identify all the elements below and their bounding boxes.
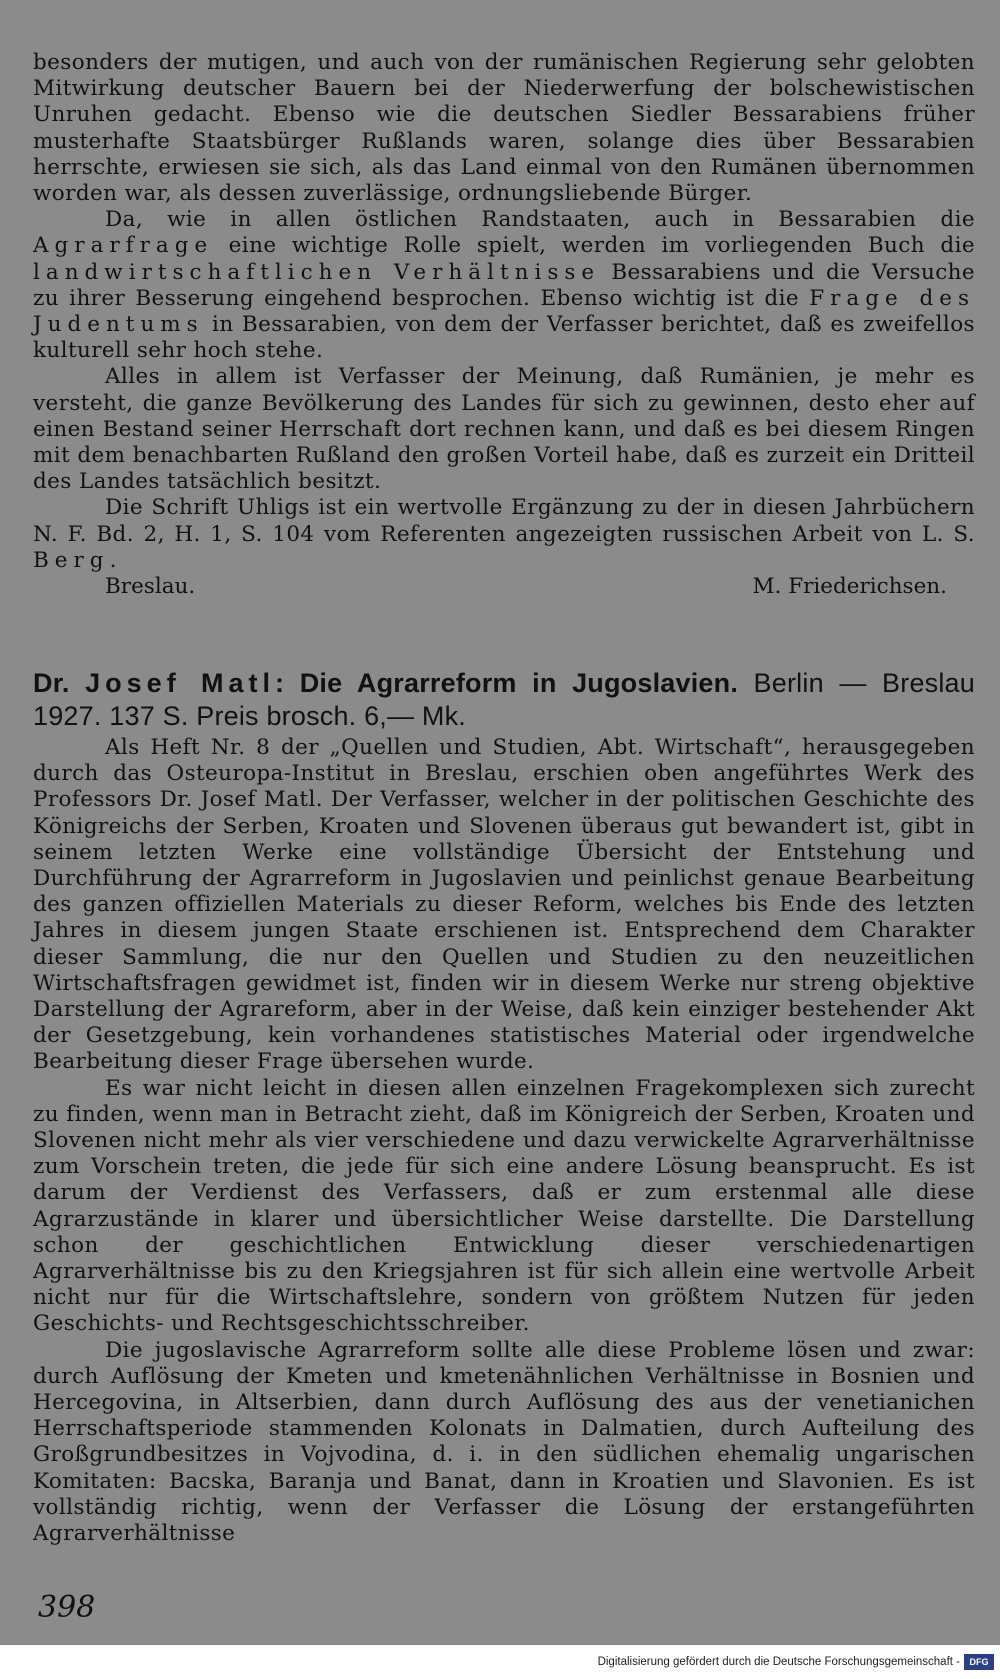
previous-review-continuation [33,50,975,602]
review-publication-info: Berlin — Breslau 1927. 137 S. Preis brosch. 6,— Mk. [33,668,975,731]
paragraph: besonders der mutigen, und auch von der rumänischen Regierung sehr gelobten Mitwirkung deutscher Bauern bei der Niederwerfung der bolschewistischen Unruhen gedacht. Ebenso wie die deutschen Siedler Bessarabiens früher musterhafte Staatsbürger Rußlands waren, solange dies über Bessarabien herrschte, erwiesen sie sich, als das Land einmal von den Rumänen übernommen worden war, als dessen zuverlässige, ordnungsliebende Bürger. [33,50,975,207]
review-title: : Die Agrarreform in Jugoslavien. [275,668,739,698]
review-heading [33,667,975,733]
spaced-emphasis: Frage des Judentums [33,285,975,338]
signature-line [33,574,975,602]
page-number: 398 [38,1590,96,1625]
book-review [33,667,975,1547]
paragraph: Alles in allem ist Verfasser der Meinung, daß Rumänien, je mehr es versteht, die ganze Bevölkerung des Landes für sich zu gewinnen, desto eher auf einen Bestand seiner Herrschaft dort rechnen kann, und daß es bei diesem Ringen mit dem benachbarten Rußland den großen Vorteil habe, daß es zurzeit ein Dritteil des Landes tatsächlich besitzt. [33,364,975,495]
footer-credit: Digitalisierung gefördert durch die Deutsche Forschungsgemeinschaft - [597,1656,960,1668]
spaced-emphasis: landwirtschaftlichen Verhältnisse [33,259,601,285]
spaced-emphasis: Berg [33,547,110,573]
spaced-emphasis: Agrarfrage [33,233,214,259]
paragraph: Als Heft Nr. 8 der „Quellen und Studien, Abt. Wirtschaft“, herausgegeben durch das Osteuropa-Institut in Breslau, erschien oben angeführtes Werk des Professors Dr. Josef Matl. Der Verfasser, welcher in der politischen Geschichte des Königreichs der Serben, Kroaten und Slovenen überaus gut bewandert ist, gibt in seinem letzten Werke eine vollständige Übersicht der Entstehung und Durchführung der Agrarreform in Jugoslavien und peinlichst genaue Bearbeitung des ganzen offiziellen Materials zu dieser Reform, welches bis Ende des letzten Jahres in diesem jungen Staate erschienen ist. Entsprechend dem Charakter dieser Sammlung, die nur den Quellen und Studien zu den neuzeitlichen Wirtschaftsfragen gewidmet ist, finden wir in diesem Werke nur streng objektive Darstellung der Agrareform, aber in der Weise, daß kein einziger bestehender Akt der Gesetzgebung, kein vorhandenes statistisches Material oder irgendwelche Bearbeitung dieser Frage übersehen wurde. [33,735,975,1075]
paragraph: Die jugoslavische Agrarreform sollte alle diese Probleme lösen und zwar: durch Auflösung der Kmeten und kmetenähnlichen Verhältnisse in Bosnien und Hercegovina, in Altserbien, dann durch Auflösung des aus der venetianichen Herrschaftsperiode stammenden Kolonats in Dalmatien, durch Aufteilung des Großgrundbesitzes in Vojvodina, d. i. in den südlichen ehemalig ungarischen Komitaten: Bacska, Baranja und Banat, dann in Kroatien und Slavonien. Es ist vollständig richtig, wenn der Verfasser die Lösung der erstangeführten Agrarverhältnisse [33,1337,975,1547]
signature-name: M. Friederichsen. [752,574,947,600]
paragraph: Es war nicht leicht in diesen allen einzelnen Fragekomplexen sich zurecht zu finden, wenn man in Betracht zieht, daß im Königreich der Serben, Kroaten und Slovenen nicht mehr als vier verschiedene und dazu verwickelte Agrarverhältnisse zum Vorschein treten, die jede für sich eine andere Lösung beansprucht. Es ist darum der Verdienst des Verfassers, daß er zum erstenmal alle diese Agrarzustände in klarer und übersichtlicher Weise darstellte. Die Darstellung schon der geschichtlichen Entwicklung dieser verschiedenartigen Agrarverhältnisse bis zu den Kriegsjahren ist für sich allein eine wertvolle Arbeit nicht nur für die Wirtschaftslehre, sondern von größtem Nutzen für jeden Geschichts- und Rechtsgeschichtsschreiber. [33,1075,975,1337]
paragraph: Da, wie in allen östlichen Randstaaten, auch in Bessarabien die Agrarfrage eine wichtige Rolle spielt, werden im vorliegenden Buch die landwirtschaftlichen Verhältnisse Bessarabiens und die Versuche zu ihrer Besserung eingehend besprochen. Ebenso wichtig ist die Frage des Judentums in Bessarabien, von dem der Verfasser berichtet, daß es zweifellos kulturell sehr hoch stehe. [33,207,975,364]
review-author: Dr. Josef Matl [33,668,276,698]
digitization-footer [0,1645,1000,1679]
paragraph: Die Schrift Uhligs ist ein wertvolle Ergänzung zu der in diesen Jahrbüchern N. F. Bd. 2, H. 1, S. 104 vom Referenten angezeigten russischen Arbeit von L. S. Berg. [33,495,975,573]
dfg-logo: DFG [964,1654,994,1670]
signature-place: Breslau. [105,574,196,600]
